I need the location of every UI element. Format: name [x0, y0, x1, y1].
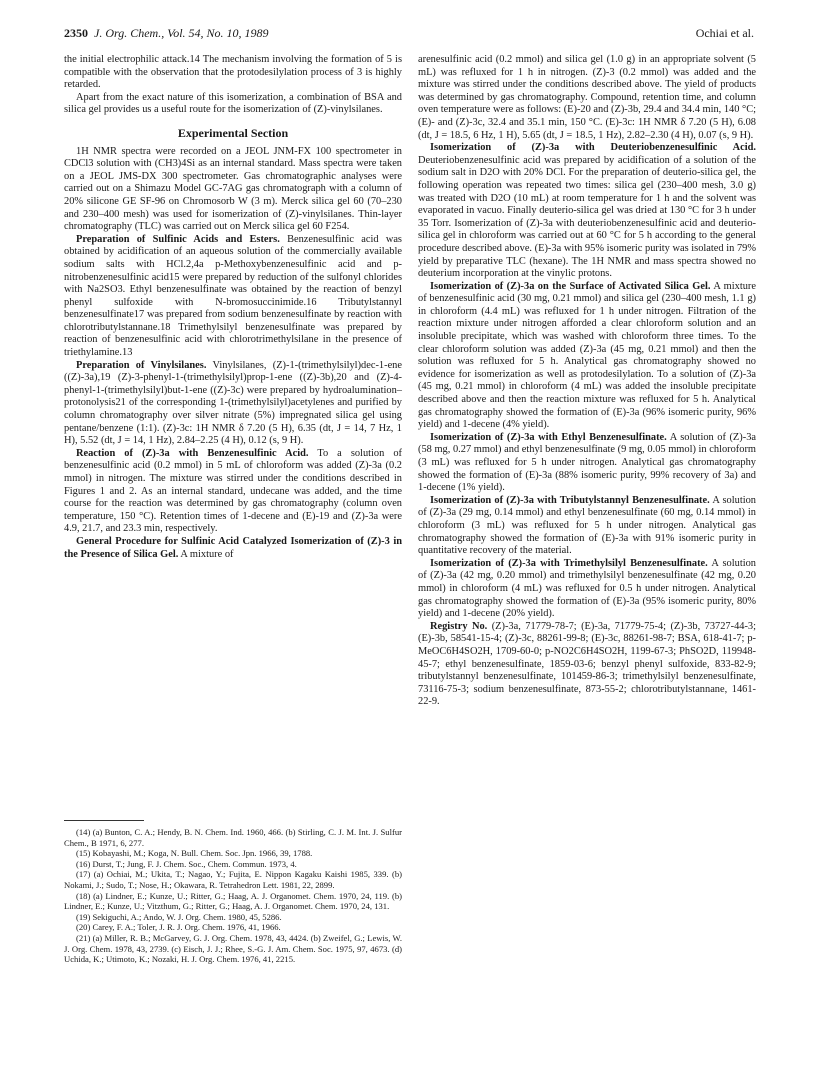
paragraph: 1H NMR spectra were recorded on a JEOL JNM-FX 100 spectrometer in CDCl3 solution with (CH3)4Si as an internal standard. Mass spectra were taken on a JEOL JMS-DX 300 spectrometer. Gas chromatographic analyses were carried out on a Shimazu Model GC-7AG gas chromatograph with a column of 20% silicone GE SF-96 on Chromosorb W (3 m). Merck silica gel 60 (70–230 and 230–400 mesh) was used for isomerization of (Z)-vinylsilanes. Thin-layer chromatography (TLC) was carried out on Merck silica gel 60 F254.	[64, 145, 402, 233]
subsection-heading: General Procedure for Sulfinic Acid Catalyzed Isomerization of (Z)-3 in the Presence of Silica Gel.	[64, 535, 402, 560]
journal-citation: J. Org. Chem., Vol. 54, No. 10, 1989	[94, 26, 269, 40]
paragraph	[418, 621, 756, 709]
registry-heading: Registry No.	[430, 620, 488, 632]
paragraph-text: A mixture of benzenesulfinic acid (30 mg, 0.21 mmol) and silica gel (230–400 mesh, 1.1 g) in chloroform (4.4 mL) was refluxed for 1 h under nitrogen. Filtration of the reaction mixture under nitrogen afforded a clear chloroform solution and an insoluble precipitate, which was washed with chloroform three times. To the clear chloroform solution was added (Z)-3a (45 mg, 0.21 mmol) and then the solution was refluxed for 5 h. Analytical gas chromatography showed no evidence for isomerization as well as protodesilylation. To a solution of (Z)-3a (45 mg, 0.21 mmol) in chloroform (4 mL) was added the insoluble precipitate described above and then the reaction mixture was refluxed for 5 h. Analytical gas chromatography showed the formation of (E)-3a (96% isomeric purity, 96% yield) and 1-decene (4% yield).	[418, 280, 756, 431]
paragraph-text: A solution of (Z)-3a (58 mg, 0.27 mmol) and ethyl benzenesulfinate (9 mg, 0.05 mmol) in chloroform (3 mL) was refluxed for 5 h under nitrogen. Analytical gas chromatography showed the formation of (E)-3a (88% isomeric purity, 99% recovery of 3a) and 1-decene (1% yield).	[418, 431, 757, 494]
paragraph-text: To a solution of benzenesulfinic acid (0.2 mmol) in 5 mL of chloroform was added (Z)-3a (0.2 mmol) in nitrogen. The mixture was stirred under the conditions described in Figures 1 and 2. As an internal standard, undecane was added, and the time course for the reaction was determined by gas chromatography (column oven temperature, 150 °C). Retention times of 1-decene and (E)-19 and (Z)-3a were 4.9, 21.7, and 23.3 min, respectively.	[64, 447, 402, 535]
section-title: Experimental Section	[177, 125, 289, 140]
paragraph	[418, 281, 756, 432]
running-head	[64, 26, 269, 41]
author-running-head: Ochiai et al.	[695, 26, 754, 40]
paragraph	[418, 142, 756, 281]
subsection-heading: Isomerization of (Z)-3a with Trimethylsilyl Benzenesulfinate.	[430, 557, 708, 569]
footnote-rule	[64, 820, 144, 821]
paragraph	[418, 432, 756, 495]
footnote: (21) (a) Miller, R. B.; McGarvey, G. J. Org. Chem. 1978, 43, 4424. (b) Zweifel, G.; Lewis, W. J. Org. Chem. 1978, 43, 2739. (c) Eisch, J. J.; Rhee, S.-G. J. Am. Chem. Soc. 1975, 97, 4673. (d) Uchida, K.; Utimoto, K.; Nozaki, H. J. Org. Chem. 1976, 41, 2215.	[64, 932, 402, 965]
subsection-heading: Reaction of (Z)-3a with Benzenesulfinic Acid.	[76, 447, 309, 459]
paragraph	[418, 495, 756, 558]
subsection-heading: Preparation of Vinylsilanes.	[76, 359, 207, 371]
left-column	[64, 54, 402, 561]
paragraph	[64, 448, 402, 536]
paragraph-text: Benzenesulfinic acid was obtained by acidification of an aqueous solution of the commercially available sodium salts with HCl.2,4a p-Methoxybenzenesulfinic acid and p-nitrobenzenesulfinic acid15 were prepared by reduction of the sulfonyl chlorides with Na2SO3. Ethyl benzenesulfinate was obtained by the reaction of benzyl phenyl sulfoxide with N-bromosuccinimide.16 Tributylstannyl benzenesulfinate17 was prepared from sodium benzenesulfinate by reaction with chlorotributylstannane.18 Trimethylsilyl benzenesulfinate was prepared by reaction of benzenesulfinic acid with chlorotrimethylsilane in the presence of triethylamine.13	[64, 233, 402, 359]
page-header	[64, 26, 754, 42]
right-column	[418, 54, 756, 709]
footnote: (16) Durst, T.; Jung, F. J. Chem. Soc., Chem. Commun. 1973, 4.	[76, 858, 297, 869]
subsection-heading: Isomerization of (Z)-3a with Deuteriobenzenesulfinic Acid.	[430, 142, 756, 154]
paragraph	[64, 234, 402, 360]
paragraph: Apart from the exact nature of this isomerization, a combination of BSA and silica gel provides us a useful route for the isomerization of (Z)-vinylsilanes.	[64, 91, 402, 116]
subsection-heading: Isomerization of (Z)-3a with Ethyl Benzenesulfinate.	[430, 431, 667, 443]
paragraph: the initial electrophilic attack.14 The mechanism involving the formation of 5 is compatible with the observation that the protodesilylation process of 3 is highly retarded.	[64, 54, 402, 91]
page-number: 2350	[64, 26, 88, 40]
paragraph	[64, 536, 402, 561]
footnote: (14) (a) Bunton, C. A.; Hendy, B. N. Chem. Ind. 1960, 466. (b) Stirling, C. J. M. Int. J. Sulfur Chem., B 1971, 6, 277.	[64, 827, 402, 848]
paragraph-text: Vinylsilanes, (Z)-1-(trimethylsilyl)dec-1-ene ((Z)-3a),19 (Z)-3-phenyl-1-(trimethylsilyl)prop-1-ene ((Z)-3b),20 and (Z)-4-phenyl-1-(trimethylsilyl)but-1-ene ((Z)-3c) were prepared by hydroalumination–protonolysis21 of the corresponding 1-(trimethylsilyl)acetylenes and purified by column chromatography over silver nitrate (5%) impregnated silica gel using pentane/benzene (1:1). (Z)-3c: 1H NMR δ 7.20 (5 H), 6.35 (dt, J = 14, 7 Hz, 1 H), 5.52 (dt, J = 14, 1 Hz), 2.84–2.25 (4 H), 0.12 (s, 9 H).	[64, 359, 402, 447]
footnotes	[64, 820, 402, 965]
paragraph: arenesulfinic acid (0.2 mmol) and silica gel (1.0 g) in an appropriate solvent (5 mL) was refluxed for 1 h in nitrogen. (Z)-3 (0.2 mmol) was added and the mixture was stirred under the conditions described above. The yield of products was determined by gas chromatography. Compound, retention time, and column oven temperature were as follows: (E)-20 and (Z)-3b, 29.4 and 34.4 min, 140 °C; (E)- and (Z)-3c, 32.4 and 35.1 min, 150 °C. (E)-3c: 1H NMR δ 7.20 (5 H), 6.08 (dt, J = 18.5, 6 Hz, 1 H), 5.65 (dt, J = 18.5, 1 Hz), 2.82–2.30 (4 H), 0.07 (s, 9 H).	[418, 54, 757, 141]
paragraph-text: A solution of (Z)-3a (29 mg, 0.14 mmol) and ethyl benzenesulfinate (60 mg, 0.14 mmol) in chloroform (3 mL) was refluxed for 5 h under nitrogen. Analytical gas chromatography showed the formation of (E)-3a with 91% isomeric purity in quantitative recovery of the material.	[418, 494, 756, 557]
paragraph	[64, 360, 402, 448]
footnote: (19) Sekiguchi, A.; Ando, W. J. Org. Chem. 1980, 45, 5286.	[76, 911, 282, 922]
footnote: (15) Kobayashi, M.; Koga, N. Bull. Chem. Soc. Jpn. 1966, 39, 1788.	[76, 848, 313, 859]
subsection-heading: Preparation of Sulfinic Acids and Esters.	[76, 233, 280, 245]
registry-text: (Z)-3a, 71779-78-7; (E)-3a, 71779-75-4; (Z)-3b, 73727-44-3; (E)-3b, 58541-15-4; (Z)-3c, 88261-99-8; (E)-3c, 88261-98-7; BSA, 618-41-7; p-MeOC6H4SO2H, 1709-60-0; p-NO2C6H4SO2H, 1199-67-3; PhSO2D, 119948-45-7; ethyl benzenesulfinate, 1859-03-6; benzyl phenyl sulfoxide, 833-82-9; tributylstannyl benzenesulfinate, 101459-86-3; trimethylsilyl benzenesulfinate, 73116-75-3; sodium benzenesulfinate, 873-55-2; chlorotributylstannane, 1461-22-9.	[418, 620, 756, 708]
footnote: (17) (a) Ochiai, M.; Ukita, T.; Nagao, Y.; Fujita, E. Nippon Kagaku Kaishi 1985, 339. (b) Nokami, J.; Sudo, T.; Nose, H.; Okawara, R. Tetrahedron Lett. 1981, 22, 2899.	[64, 869, 402, 890]
paragraph-text: A mixture of	[180, 548, 234, 560]
footnote: (18) (a) Lindner, E.; Kunze, U.; Ritter, G.; Haag, A. J. Organomet. Chem. 1970, 24, 119. (b) Lindner, E.; Kunze, U.; Vitzthum, G.; Ritter, G.; Haag, A. J. Organomet. Chem. 1970, 24, 131.	[64, 890, 402, 912]
footnote: (20) Carey, F. A.; Toler, J. R. J. Org. Chem. 1976, 41, 1966.	[76, 922, 281, 933]
subsection-heading: Isomerization of (Z)-3a on the Surface of Activated Silica Gel.	[430, 280, 711, 292]
paragraph	[418, 558, 756, 621]
subsection-heading: Isomerization of (Z)-3a with Tributylstannyl Benzenesulfinate.	[430, 494, 710, 506]
paragraph-text: A solution of (Z)-3a (42 mg, 0.20 mmol) and trimethylsilyl benzenesulfinate (42 mg, 0.20 mmol) in chloroform (4 mL) was refluxed for 0.5 h under nitrogen. Analytical gas chromatography showed the formation of (E)-3a (95% isomeric purity, 80% yield) and 1-decene (20% yield).	[418, 557, 756, 620]
paragraph-text: Deuteriobenzenesulfinic acid was prepared by acidification of a solution of the sodium salt in D2O with 20% DCl. For the preparation of deuterio-silica gel, the following operation was repeated two times: silica gel (230–400 mesh, 3.0 g) was treated with D2O (10 mL) at room temperature for 1 h and the solvent was evaporated in vacuo. Finally deuterio-silica gel was dried at 130 °C for 3 h under 35 Torr. Isomerization of (Z)-3a with deuteriobenzenesulfinic acid and deuterio-silica gel in chloroform was carried out at 60 °C for 5 h according to the general procedure described above. (E)-3a with 95% isomeric purity was isolated in 79% yield by preparative TLC (hexane). The 1H NMR and mass spectra showed no deuterium incorporation at the vinylic protons.	[418, 154, 756, 280]
